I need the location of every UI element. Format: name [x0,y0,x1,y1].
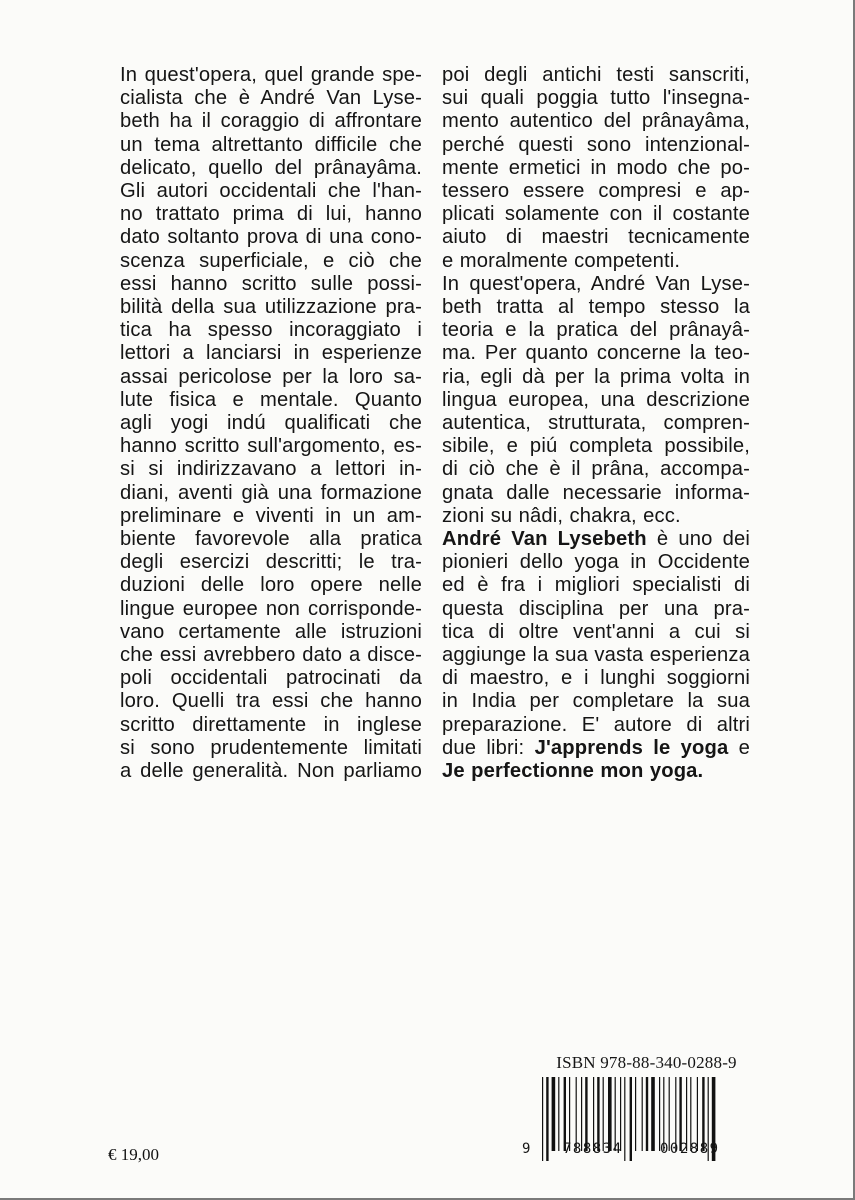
text-line: cialista che è André Van Lyse- [120,87,422,110]
text-line: ma. Per quanto concerne la teo- [442,342,750,365]
text-line: delicato, quello del prânayâma. [120,156,422,179]
text-line: bilità della sua utilizzazione pra- [120,296,422,319]
barcode-bar [603,1077,604,1151]
barcode-bar [697,1077,698,1151]
text-line: e moralmente competenti. [442,249,681,272]
book-title-2: Je perfectionne mon yoga. [442,760,704,783]
text-line: poli occidentali patrocinati da [120,667,422,690]
text-line: scritto direttamente in inglese [120,713,422,736]
barcode-bar [542,1077,543,1161]
barcode-bar [585,1077,587,1151]
text-line: assai pericolose per la loro sa- [120,365,422,388]
text-line: perché questi sono intenzional- [442,133,750,156]
text-line: degli esercizi descritti; le tra- [120,551,422,574]
barcode-bar [581,1077,582,1151]
barcode-bar [546,1077,548,1161]
price-label: € 19,00 [108,1145,159,1164]
text-line: gnata dalle necessarie informa- [442,481,750,504]
barcode-digits-right: 002889 [660,1141,720,1157]
text-line: pionieri dello yoga in Occidente [442,551,750,574]
text-line: tica ha spesso incoraggiato i [120,319,422,342]
text-line: tica di oltre vent'anni a cui si [442,620,750,643]
text-line: agli yogi indú qualificati che [120,412,422,435]
text-line: teoria e la pratica del prânayâ- [442,319,750,342]
text-line: hanno scritto sull'argomento, es- [120,435,422,458]
left-text-column [120,64,422,783]
barcode-bar [690,1077,691,1151]
text-line: ed è fra i migliori specialisti di [442,574,750,597]
text-line: In quest'opera, quel grande spe- [120,64,422,86]
text-line: sibile, e piú completa possibile, [442,435,750,458]
text-line: biente favorevole alla pratica [120,528,422,551]
text-line: questa disciplina per una pra- [442,597,750,620]
text-line: un tema altrettanto difficile che [120,133,422,156]
barcode-lead-digit: 9 [522,1141,531,1157]
text-line: a delle generalità. Non parliamo [120,760,422,783]
text-line: beth tratta al tempo stesso la [442,296,750,319]
barcode-bar [593,1077,594,1151]
barcode-bar [663,1077,664,1151]
barcode-bar [569,1077,570,1151]
text-line: sui quali poggia tutto l'insegna- [442,87,750,110]
book-title-1: J'apprends le yoga [534,736,729,759]
right-text-column [442,64,750,783]
text-line: dato soltanto prova di una cono- [120,226,422,249]
text-line: lettori a lanciarsi in esperienze [120,342,422,365]
text-line: in India per completare la sua [442,690,750,713]
text-line: tessero essere compresi e ap- [442,180,750,203]
text-line: che essi avrebbero dato a disce- [120,644,422,667]
barcode-bar [558,1077,559,1151]
barcode-bar [615,1077,616,1151]
text-line: loro. Quelli tra essi che hanno [120,690,422,713]
barcode-bar [576,1077,577,1151]
text-line: lingua europea, una descrizione [442,388,750,411]
barcode-bar [564,1077,566,1151]
barcode-bar [646,1077,648,1151]
text-line: aggiunge la sua vasta esperienza [442,644,750,667]
barcode-bar [552,1077,556,1151]
text-line: zioni su nâdi, chakra, ecc. [442,504,681,527]
text-line: aiuto di maestri tecnicamente [442,226,750,249]
barcode-bar [679,1077,681,1151]
barcode-bar [669,1077,670,1151]
text-line: di maestro, e i lunghi soggiorni [442,667,750,690]
text-line: Gli autori occidentali che l'han- [120,180,422,203]
text-line: mento autentico del prânayâma, [442,110,750,133]
barcode-bar [620,1077,621,1151]
text-line: ria, egli dà per la prima volta in [442,365,750,388]
text-line: lingue europee non corrisponde- [120,597,422,620]
text-line: si si indirizzavano a lettori in- [120,458,422,481]
text-line: si sono prudentemente limitati [120,736,422,759]
text-line: mente ermetici in modo che po- [442,156,750,179]
text-line: preliminare e viventi in un am- [120,504,422,527]
text-line: beth ha il coraggio di affrontare [120,110,422,133]
text-line: lute fisica e mentale. Quanto [120,388,422,411]
barcode-bar [630,1077,632,1161]
text-line: poi degli antichi testi sanscriti, [442,64,750,86]
barcode-bar [597,1077,599,1151]
isbn-number: ISBN 978-88-340-0288-9 [556,1053,737,1072]
barcode-digits-left: 788834 [563,1141,623,1157]
text-line: diani, aventi già una formazione [120,481,422,504]
text-line: In quest'opera, André Van Lyse- [442,272,750,295]
author-name: André Van Lysebeth [442,528,647,551]
author-first-line: André Van Lysebeth è uno dei [442,528,750,551]
text-line: vano certamente alle istruzioni [120,620,422,643]
books-line-1: due libri: J'apprends le yoga e [442,736,750,759]
barcode-bar [635,1077,636,1151]
text-line: plicati solamente con il costante [442,203,750,226]
text-line: essi hanno scritto sulle possi- [120,272,422,295]
barcode-bar [686,1077,687,1151]
text-line: autentica, strutturata, compren- [442,412,750,435]
text-line: no trattato prima di lui, hanno [120,203,422,226]
barcode-bar [702,1077,704,1151]
barcode-bar [642,1077,643,1151]
barcode-bar [651,1077,655,1151]
text-line: duzioni delle loro opere nelle [120,574,422,597]
text-line: di ciò che è il prâna, accompa- [442,458,750,481]
text-line: preparazione. E' autore di altri [442,713,750,736]
barcode-bar [608,1077,612,1151]
barcode-bar [624,1077,625,1161]
barcode-bar [659,1077,660,1151]
barcode-bar [675,1077,676,1151]
text-line: scenza superficiale, e ciò che [120,249,422,272]
